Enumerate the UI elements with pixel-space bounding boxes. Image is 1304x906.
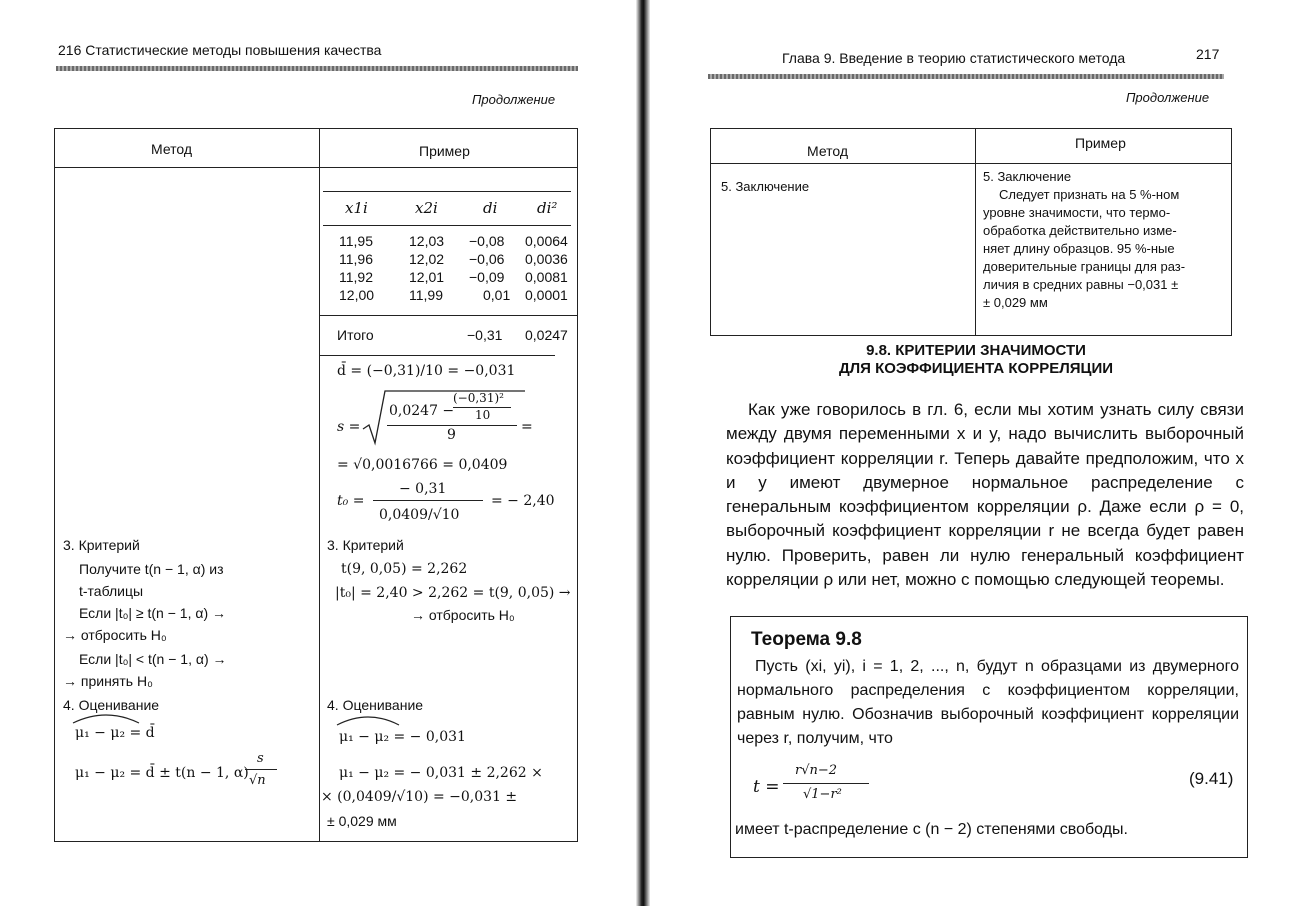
method-estimate-interval: μ₁ − μ₂ = d̄ ± t(n − 1, α) [75,765,249,781]
example-conclusion-line: няет длину образцов. 95 %-ные [983,241,1175,256]
hat-arc [335,713,401,727]
example-conclusion-line: Следует признать на 5 %-ном [999,187,1180,202]
continuation-label: Продолжение [1126,90,1210,105]
cell-x1: 12,00 [339,287,375,303]
column-header-example: Пример [1075,135,1126,151]
s-equals: = [521,419,533,435]
mean-difference-formula: d̄ = (−0,31)/10 = −0,031 [337,363,516,379]
s-numerator: 0,0247 − [389,403,455,419]
header-rule [708,74,1224,79]
s-lhs: s = [337,419,361,435]
example-conclusion-line: личия в средних равны −0,031 ± [983,277,1179,292]
method-estimate-fraction-bar [245,769,277,770]
running-head-left: 216 Статистические методы повышения качества [58,42,382,58]
formula-numerator: r√n−2 [795,763,838,778]
column-divider [319,129,320,841]
method-criterion-line: → отбросить H₀ [63,627,167,643]
column-divider [975,129,976,335]
theorem-closing: имеет t-распределение с (n − 2) степенями свободы. [735,821,1128,838]
method-estimate-s: s [257,751,264,766]
s-inner-numerator: (−0,31)² [453,391,504,405]
cell-x1: 11,95 [339,233,373,249]
total-d2: 0,0247 [525,327,568,343]
section-title: ДЛЯ КОЭФФИЦИЕНТА КОРРЕЛЯЦИИ [838,360,1114,377]
example-conclusion-line: ± 0,029 мм [983,295,1048,310]
theorem-statement: Пусть (xi, yi), i = 1, 2, ..., n, будут n образцами из двумерного нормального распределения с коэффициентом корреляции, равным нулю. Обозначив выборочный коэффициент корреляции через r, получим, что [737,658,1239,747]
t0-result: = − 2,40 [491,493,555,509]
cell-x2: 12,02 [409,251,445,267]
formula-fraction-bar [783,783,869,784]
cell-d: −0,06 [469,251,505,267]
example-conclusion-line: обработка действительно изме- [983,223,1177,238]
example-criterion-line: → отбросить H₀ [411,607,515,623]
method-example-table [710,128,1232,336]
t0-denominator: 0,0409/√10 [379,507,460,523]
left-page [0,0,640,906]
header-divider [55,167,577,168]
header-divider [711,163,1231,164]
example-conclusion-line: уровне значимости, что термо- [983,205,1171,220]
method-criterion-line: Если |t₀| < t(n − 1, α) → [79,651,227,667]
column-header-example: Пример [419,143,470,159]
theorem-text [737,655,1239,751]
running-head-right: Глава 9. Введение в теорию статистического метода [782,50,1126,66]
theorem-title: Теорема 9.8 [751,629,862,650]
page-number: 217 [1196,46,1220,62]
example-estimate-line: × (0,0409/√10) = −0,031 ± [321,789,518,805]
formula-denominator: √1−r² [803,787,842,802]
section-title: 9.8. КРИТЕРИИ ЗНАЧИМОСТИ [866,342,1086,359]
cell-x1: 11,96 [339,251,373,267]
subtable-header-d: di [483,199,498,217]
calc-rule [319,355,555,356]
total-rule [319,315,577,316]
subtable-header-x1: x1i [345,199,368,217]
paragraph-text: Как уже говорилось в гл. 6, если мы хотим узнать силу связи между двумя переменными x и y, надо вычислить выборочный коэффициент корреляции r. Теперь давайте предположим, что x и y имеют двумерное нормальное распределение с генеральным коэффициентом корреляции ρ. Даже если ρ = 0, выборочный коэффициент корреляции r не всегда будет равен нулю. Проверить, равен ли нулю генеральный коэффициент корреляции ρ или нет, можно с помощью следующей теоремы. [726,400,1244,590]
cell-d2: 0,0001 [525,287,568,303]
example-conclusion-line: доверительные границы для раз- [983,259,1186,274]
total-d: −0,31 [467,327,503,343]
method-criterion-line: Если |t₀| ≥ t(n − 1, α) → [79,605,226,621]
column-header-method: Метод [807,143,849,159]
method-estimate-sqrt-n: √n [249,773,266,788]
t0-numerator: − 0,31 [399,481,447,497]
method-criterion-line: t-таблицы [79,583,144,599]
cell-d: 0,01 [483,287,511,303]
s-fraction-bar [387,425,517,426]
subtable-header-x2: x2i [415,199,438,217]
std-dev-result: = √0,0016766 = 0,0409 [337,457,508,473]
s-denominator: 9 [447,427,456,443]
formula-number: (9.41) [1189,769,1234,788]
cell-x1: 11,92 [339,269,373,285]
method-estimate-point: μ₁ − μ₂ = d̄ [75,725,155,741]
example-conclusion-heading: 5. Заключение [983,169,1072,184]
method-conclusion: 5. Заключение [721,179,810,194]
method-criterion-line: Получите t(n − 1, α) из [79,561,224,577]
t0-fraction-bar [373,500,483,501]
body-paragraph [726,398,1244,592]
method-estimate-heading: 4. Оценивание [63,697,160,713]
cell-d2: 0,0081 [525,269,568,285]
method-example-table [54,128,578,842]
t0-lhs: t₀ = [337,493,365,509]
cell-x2: 11,99 [409,287,443,303]
example-estimate-line: ± 0,029 мм [327,813,397,829]
example-criterion-line: |t₀| = 2,40 > 2,262 = t(9, 0,05) → [335,585,571,601]
cell-d: −0,09 [469,269,505,285]
s-inner-denominator: 10 [475,408,491,422]
cell-d2: 0,0064 [525,233,568,249]
hat-arc [71,711,141,725]
cell-d: −0,08 [469,233,505,249]
subtable-header-rule [323,225,571,226]
header-rule [56,66,578,71]
formula-lhs: t = [753,777,780,797]
total-label: Итого [337,327,374,343]
example-estimate-point: μ₁ − μ₂ = − 0,031 [339,729,466,745]
theorem-box [730,616,1248,858]
method-criterion-heading: 3. Критерий [63,537,140,553]
continuation-label: Продолжение [472,92,556,107]
cell-x2: 12,01 [409,269,445,285]
example-estimate-heading: 4. Оценивание [327,697,424,713]
cell-x2: 12,03 [409,233,445,249]
subtable-top-rule [323,191,571,192]
column-header-method: Метод [151,141,193,157]
subtable-header-d2: di² [537,199,558,217]
right-page [648,0,1304,906]
example-estimate-line: μ₁ − μ₂ = − 0,031 ± 2,262 × [339,765,543,781]
example-criterion-line: t(9, 0,05) = 2,262 [341,561,468,577]
cell-d2: 0,0036 [525,251,568,267]
example-criterion-heading: 3. Критерий [327,537,404,553]
method-criterion-line: → принять H₀ [63,673,153,689]
